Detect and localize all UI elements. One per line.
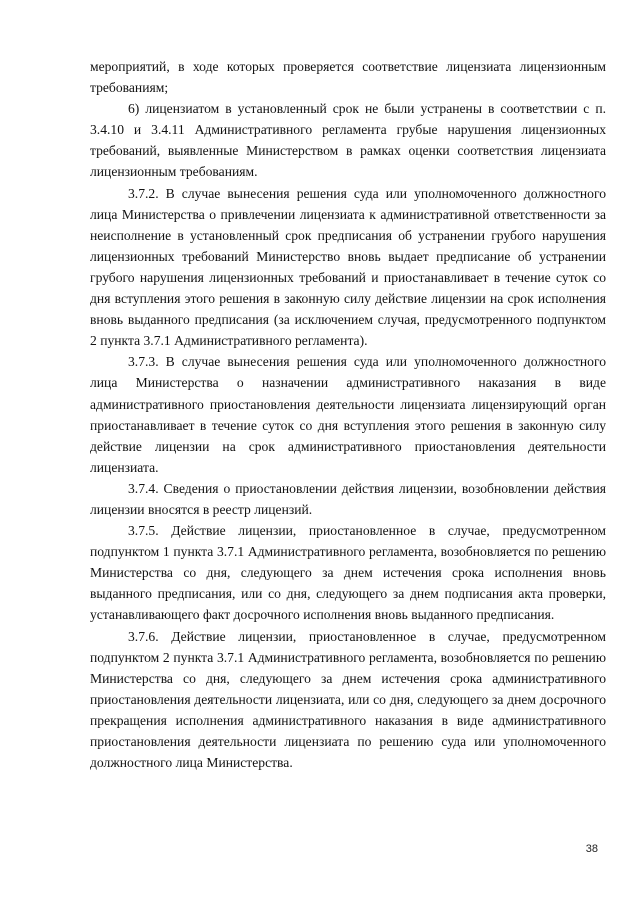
paragraph-item-6: 6) лицензиатом в установленный срок не были устранены в соответствии с п. 3.4.10 и 3.4.11 Административного регламента грубые нарушения лицензионных требований, выявленные Министерством в рамках оценки соответствия лицензиата лицензионным требованиям. xyxy=(90,101,606,180)
paragraph-3-7-5: 3.7.5. Действие лицензии, приостановленное в случае, предусмотренном подпунктом 1 пункта 3.7.1 Административного регламента, возобновляется по решению Министерства со дня, следующего за днем истечения срока исполнения вновь выданного предписания, или со дня, следующего за днем подписания акта проверки, устанавливающего факт досрочного исполнения вновь выданного предписания. xyxy=(90,523,606,623)
document-page xyxy=(90,56,606,773)
paragraph-3-7-3: 3.7.3. В случае вынесения решения суда или уполномоченного должностного лица Министерства о назначении административного наказания в виде административного приостановления деятельности лицензиата лицензирующий орган приостанавливает в течение суток со дня вступления этого решения в законную силу действие лицензии на срок административного приостановления деятельности лицензиата. xyxy=(90,354,606,475)
paragraph-3-7-2: 3.7.2. В случае вынесения решения суда или уполномоченного должностного лица Министерства о привлечении лицензиата к административной ответственности за неисполнение в установленный срок предписания об устранении грубого нарушения лицензионных требований Министерство вновь выдает предписание об устранении грубого нарушения лицензионных требований и приостанавливает в течение суток со дня вступления этого решения в законную силу действие лицензии на срок исполнения вновь выданного предписания (за исключением случая, предусмотренного подпунктом 2 пункта 3.7.1 Административного регламента). xyxy=(90,185,606,349)
paragraph-3-7-6: 3.7.6. Действие лицензии, приостановленное в случае, предусмотренном подпунктом 2 пункта 3.7.1 Административного регламента, возобновляется по решению Министерства со дня, следующего за днем истечения срока административного приостановления деятельности лицензиата, или со дня, следующего за днем досрочного прекращения исполнения административного наказания в виде административного приостановления деятельности лицензиата по решению суда или уполномоченного должностного лица Министерства. xyxy=(90,628,606,771)
paragraph-continuation: мероприятий, в ходе которых проверяется соответствие лицензиата лицензионным требованиям; xyxy=(90,59,606,96)
page-number: 38 xyxy=(585,843,598,855)
paragraph-3-7-4: 3.7.4. Сведения о приостановлении действия лицензии, возобновлении действия лицензии вносятся в реестр лицензий. xyxy=(90,480,606,517)
